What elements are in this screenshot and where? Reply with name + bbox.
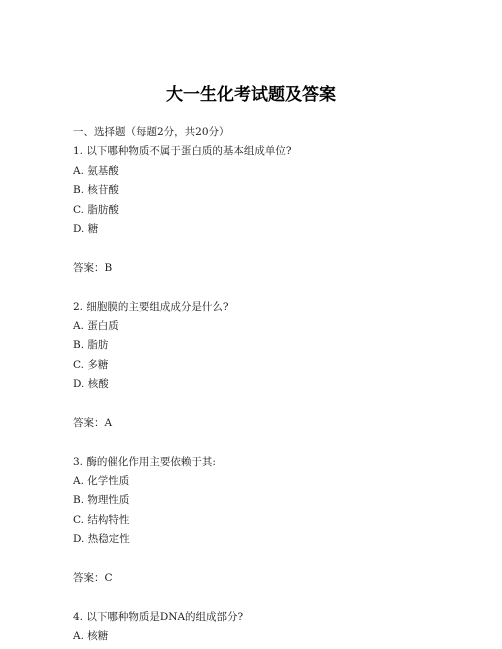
- option-a: A. 化学性质: [73, 475, 130, 488]
- option-d: D. 热稳定性: [73, 533, 130, 546]
- option-b: B. 核苷酸: [73, 184, 119, 197]
- option-d: D. 糖: [73, 222, 99, 235]
- document-body: [73, 123, 473, 647]
- option-d: D. 核酸: [73, 378, 109, 391]
- question-stem: 3. 酶的催化作用主要依赖于其:: [73, 455, 216, 468]
- question-4: [73, 608, 473, 647]
- question-stem: 4. 以下哪种物质是DNA的组成部分?: [73, 610, 244, 623]
- question-stem: 2. 细胞膜的主要组成成分是什么?: [73, 300, 229, 313]
- option-a: A. 核糖: [73, 630, 109, 643]
- option-a: A. 蛋白质: [73, 319, 119, 332]
- page-title: 大一生化考试题及答案: [166, 85, 336, 105]
- answer-line: 答案：C: [73, 571, 113, 584]
- option-c: C. 结构特性: [73, 513, 130, 526]
- question-stem: 1. 以下哪种物质不属于蛋白质的基本组成单位?: [73, 145, 292, 158]
- section-heading: 一、选择题（每题2分，共20分）: [73, 126, 230, 138]
- question-3: [73, 453, 473, 608]
- answer-line: 答案：A: [73, 416, 113, 429]
- option-c: C. 多糖: [73, 358, 109, 371]
- option-c: C. 脂肪酸: [73, 203, 119, 216]
- option-a: A. 氨基酸: [73, 164, 119, 177]
- question-2: [73, 298, 473, 453]
- option-b: B. 脂肪: [73, 339, 109, 352]
- answer-line: 答案：B: [73, 261, 113, 274]
- question-1: [73, 142, 473, 297]
- option-b: B. 物理性质: [73, 494, 130, 507]
